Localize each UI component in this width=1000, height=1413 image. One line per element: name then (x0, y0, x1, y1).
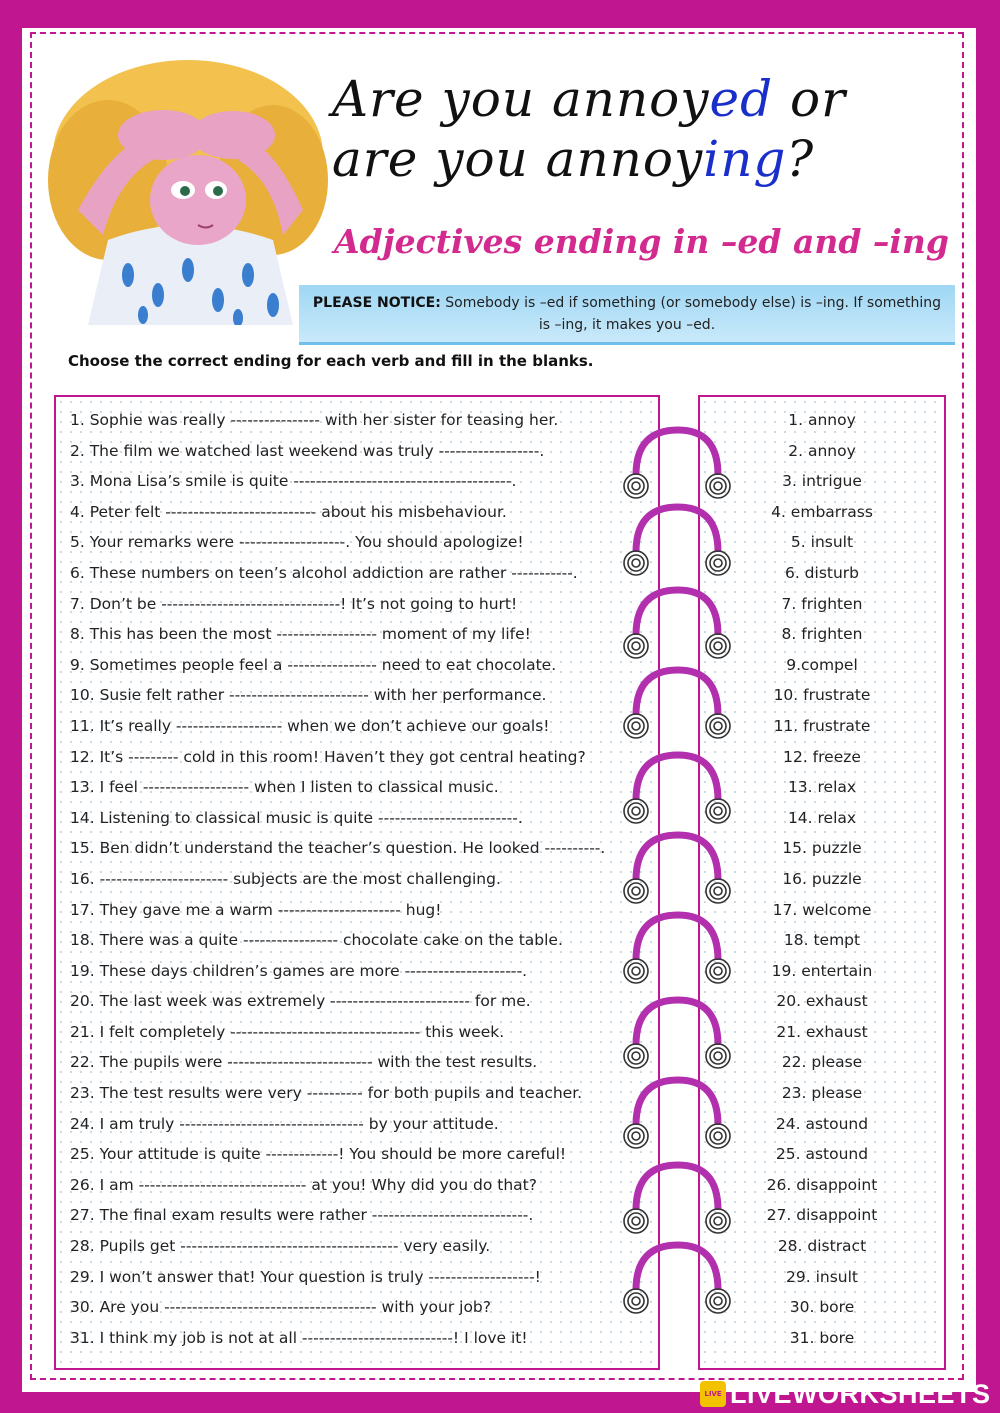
verb-item: 31. bore (789, 1328, 855, 1347)
sentences-panel (54, 395, 660, 1370)
verb-item: 24. astound (775, 1114, 869, 1133)
sentence-item: 21. I felt completely ---------------------------------- this week. (70, 1022, 505, 1041)
sentence-item: 5. Your remarks were -------------------. You should apologize! (70, 533, 524, 552)
verb-item: 12. freeze (783, 747, 861, 766)
sentence-item: 6. These numbers on teen’s alcohol addiction are rather -----------. (70, 563, 578, 582)
sentence-item: 4. Peter felt --------------------------- about his misbehaviour. (70, 502, 507, 521)
ring (624, 670, 730, 738)
verb-item: 3. intrigue (782, 472, 862, 491)
sentence-item: 15. Ben didn’t understand the teacher’s question. He looked ----------. (70, 839, 606, 858)
title-highlight-ed: ed (709, 70, 774, 128)
verb-item: 11. frustrate (773, 716, 871, 735)
verb-item: 26. disappoint (766, 1175, 878, 1194)
verb-item: 4. embarrass (771, 502, 873, 521)
notice-box (299, 285, 955, 345)
verb-item: 1. annoy (788, 411, 856, 429)
verb-item: 8. frighten (781, 625, 863, 644)
ring (624, 1245, 730, 1313)
sentence-item: 14. Listening to classical music is quite -------------------------. (70, 808, 523, 827)
ring (624, 430, 730, 498)
sentence-item: 28. Pupils get --------------------------------------- very easily. (70, 1237, 491, 1256)
verb-item: 10. frustrate (773, 686, 871, 705)
sentence-item: 1. Sophie was really ---------------- with her sister for teasing her. (70, 411, 559, 429)
verb-item: 15. puzzle (782, 839, 862, 858)
title-line-2: are you annoying? (332, 130, 815, 188)
liveworksheets-logo (700, 1378, 991, 1410)
sentence-item: 19. These days children’s games are more ---------------------. (70, 961, 528, 980)
verb-item: 17. welcome (772, 900, 872, 919)
verb-item: 16. puzzle (782, 869, 862, 888)
notebook-rings (618, 420, 738, 1360)
sentence-item: 13. I feel ------------------- when I listen to classical music. (70, 778, 499, 797)
subtitle: Adjectives ending in –ed and –ing (334, 222, 949, 261)
sentence-item: 9. Sometimes people feel a ---------------- need to eat chocolate. (70, 655, 557, 674)
verb-item: 9.compel (786, 655, 858, 674)
sentence-item: 23. The test results were very ---------- for both pupils and teacher. (70, 1084, 583, 1103)
sentence-item: 7. Don’t be --------------------------------! It’s not going to hurt! (70, 594, 518, 613)
sentence-item: 18. There was a quite ----------------- chocolate cake on the table. (70, 931, 563, 950)
verb-item: 14. relax (787, 808, 857, 827)
sentence-item: 20. The last week was extremely ------------------------- for me. (70, 992, 531, 1011)
sentence-item: 26. I am ------------------------------ at you! Why did you do that? (70, 1175, 537, 1194)
sentence-item: 29. I won’t answer that! Your question is truly -------------------! (70, 1267, 541, 1286)
sentence-item: 12. It’s --------- cold in this room! Haven’t they got central heating? (70, 747, 586, 766)
ring (624, 1165, 730, 1233)
verb-item: 7. frighten (781, 594, 863, 613)
sentence-item: 17. They gave me a warm ---------------------- hug! (70, 900, 442, 919)
ring (624, 507, 730, 575)
girl-illustration (48, 60, 333, 325)
ring (624, 1000, 730, 1068)
sentence-list (70, 405, 605, 1353)
verb-item: 13. relax (787, 778, 857, 797)
ring (624, 915, 730, 983)
ring (624, 835, 730, 903)
sentence-item: 24. I am truly --------------------------------- by your attitude. (70, 1114, 499, 1133)
verb-item: 23. please (781, 1084, 863, 1103)
sentence-item: 27. The final exam results were rather ----------------------------. (70, 1206, 534, 1225)
sentence-item: 2. The film we watched last weekend was truly ------------------. (70, 441, 545, 460)
instructions: Choose the correct ending for each verb and fill in the blanks. (68, 352, 594, 370)
ring (624, 755, 730, 823)
logo-badge: LIVE (700, 1381, 726, 1407)
verb-item: 30. bore (789, 1298, 855, 1317)
verb-item: 2. annoy (788, 441, 856, 460)
verb-item: 5. insult (790, 533, 854, 552)
sentence-item: 3. Mona Lisa’s smile is quite ---------------------------------------. (70, 472, 517, 491)
verb-item: 27. disappoint (766, 1206, 878, 1225)
verb-item: 19. entertain (771, 961, 873, 980)
logo-text: LIVEWORKSHEETS (730, 1378, 991, 1409)
ring (624, 590, 730, 658)
title-highlight-ing: ing (703, 130, 787, 188)
sentence-item: 30. Are you -------------------------------------- with your job? (70, 1298, 491, 1317)
verb-item: 29. insult (786, 1267, 858, 1286)
notice-text: Somebody is –ed if something (or somebody else) is –ing. If something is –ing, it makes you –ed. (440, 295, 942, 333)
ring (624, 1080, 730, 1148)
title-line-1: Are you annoyed or (332, 70, 847, 128)
verb-item: 21. exhaust (776, 1022, 868, 1041)
sentence-item: 31. I think my job is not at all ---------------------------! I love it! (70, 1328, 528, 1347)
sentence-item: 16. ----------------------- subjects are the most challenging. (70, 869, 501, 888)
sentence-item: 25. Your attitude is quite -------------! You should be more careful! (70, 1145, 567, 1164)
verb-item: 28. distract (777, 1237, 867, 1256)
verb-item: 25. astound (775, 1145, 869, 1164)
verb-item: 6. disturb (784, 563, 860, 582)
verb-item: 22. please (781, 1053, 863, 1072)
sentence-item: 11. It’s really ------------------- when we don’t achieve our goals! (70, 716, 550, 735)
verb-item: 20. exhaust (776, 992, 868, 1011)
verb-item: 18. tempt (783, 931, 861, 950)
sentence-item: 10. Susie felt rather ------------------------- with her performance. (70, 686, 547, 705)
sentence-item: 8. This has been the most ------------------ moment of my life! (70, 625, 531, 644)
notice-label: PLEASE NOTICE: (312, 295, 441, 311)
sentence-item: 22. The pupils were -------------------------- with the test results. (70, 1053, 538, 1072)
